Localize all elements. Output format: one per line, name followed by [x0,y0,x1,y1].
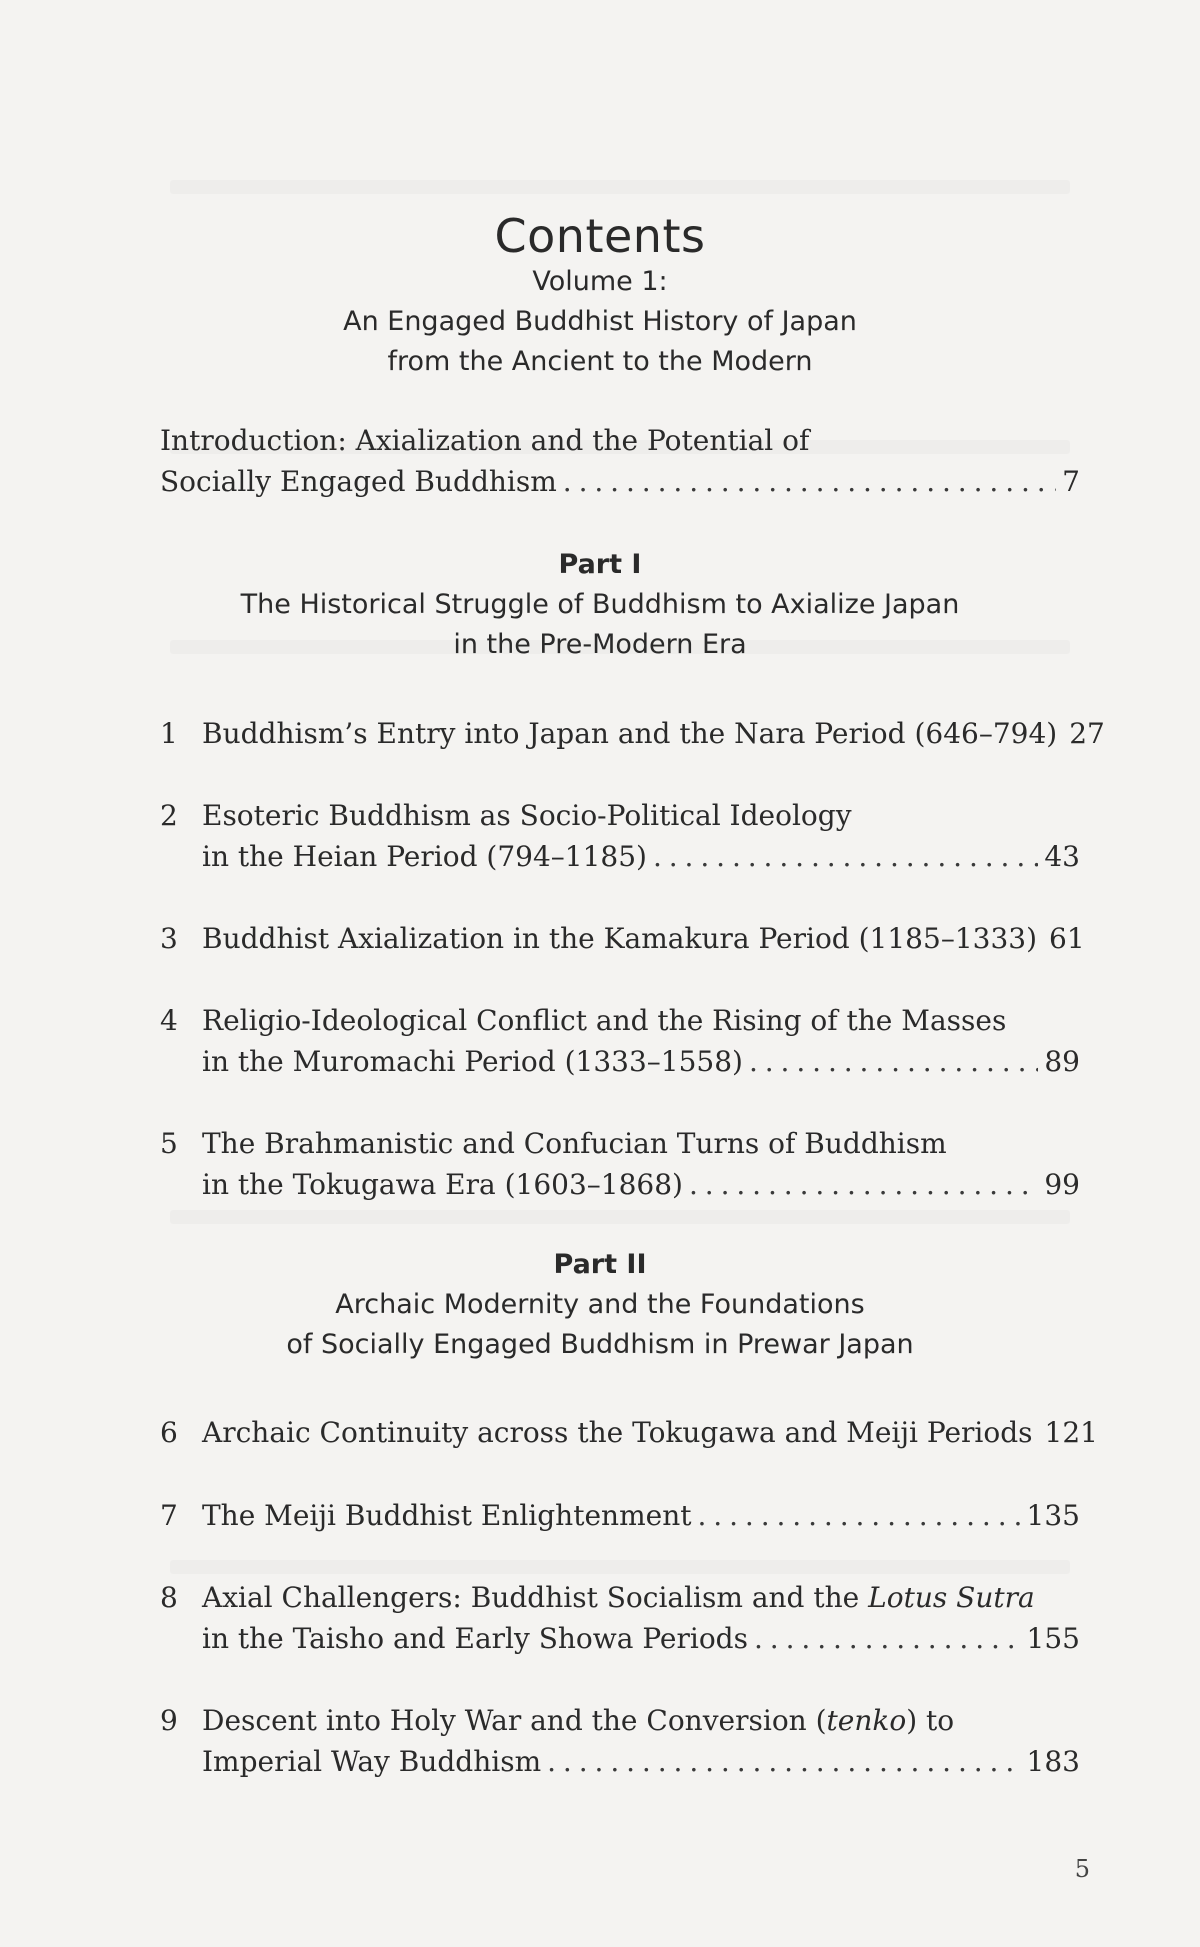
part-label: Part I [558,549,642,580]
folio-page-number: 5 [1074,1855,1090,1883]
chapter-title: Buddhist Axialization in the Kamakura Period (1185–1333) [202,922,1037,955]
chapter-number: 8 [160,1581,178,1614]
entry-title-line-2: Socially Engaged Buddhism [160,465,557,498]
dot-leader [653,836,1038,877]
chapter-number: 2 [160,799,178,832]
volume-heading [0,262,1200,382]
chapter-title: The Meiji Buddhist Enlightenment [202,1499,692,1532]
entry-title-line-1: Introduction: Axialization and the Potential of [160,424,810,457]
entry-leader-line [202,1495,1080,1536]
chapter-title-line-2: in the Taisho and Early Showa Periods [202,1622,748,1655]
entry-leader-line [202,918,1085,959]
chapter-title-italic: Lotus Sutra [868,1581,1035,1614]
page-number: 61 [1049,922,1085,955]
chapter-title-line-2: in the Tokugawa Era (1603–1868) [202,1168,683,1201]
entry-leader-line [202,1741,1080,1782]
toc-entry-chapter-2[interactable] [160,795,1080,877]
dot-leader [749,1041,1038,1082]
show-through-texture [170,1210,1070,1224]
page-number: 155 [1026,1622,1080,1655]
part-label: Part II [553,1249,647,1280]
chapter-title-italic: tenko [826,1704,907,1737]
entry-leader-line [202,1164,1080,1205]
dot-leader [689,1164,1038,1205]
toc-entry-chapter-1[interactable] [160,713,1105,754]
show-through-texture [170,1560,1070,1574]
chapter-number: 3 [160,922,178,955]
chapter-number: 9 [160,1704,178,1737]
entry-leader-line [202,836,1080,877]
chapter-title-line-2: in the Heian Period (794–1185) [202,840,647,873]
page-number: 43 [1044,840,1080,873]
part-title-line-2: of Socially Engaged Buddhism in Prewar Japan [286,1329,914,1360]
part-heading-1 [0,545,1200,665]
toc-entry-chapter-3[interactable] [160,918,1085,959]
toc-entry-introduction[interactable] [160,420,1080,502]
dot-leader [754,1618,1021,1659]
page-number: 99 [1044,1168,1080,1201]
page-number: 183 [1026,1745,1080,1778]
chapter-title-text: Descent into Holy War and the Conversion ( [202,1704,827,1737]
chapter-title-line-1 [202,1700,1080,1741]
toc-entry-chapter-7[interactable] [160,1495,1080,1536]
chapter-title-line-1: Religio-Ideological Conflict and the Rising of the Masses [202,1004,1007,1037]
page-number: 121 [1044,1416,1098,1449]
chapter-title-line-1: Esoteric Buddhism as Socio-Political Ideology [202,799,852,832]
page-number: 89 [1044,1045,1080,1078]
dot-leader [563,461,1056,502]
entry-leader-line [160,461,1080,502]
volume-title-line-2: from the Ancient to the Modern [387,346,813,377]
part-title-line-1: Archaic Modernity and the Foundations [335,1289,865,1320]
toc-entry-chapter-8[interactable] [160,1577,1080,1659]
chapter-title-line-1: The Brahmanistic and Confucian Turns of Buddhism [202,1127,947,1160]
chapter-title-text: Axial Challengers: Buddhist Socialism and the [202,1581,869,1614]
entry-leader-line [202,713,1105,754]
dot-leader [547,1741,1020,1782]
chapter-title-line-2: in the Muromachi Period (1333–1558) [202,1045,743,1078]
page-number: 27 [1069,717,1105,750]
toc-entry-chapter-4[interactable] [160,1000,1080,1082]
volume-number: Volume 1: [532,266,668,297]
entry-leader-line [202,1412,1098,1453]
volume-title-line-1: An Engaged Buddhist History of Japan [343,306,857,337]
part-heading-2 [0,1245,1200,1365]
chapter-number: 1 [160,717,178,750]
page-number: 135 [1026,1499,1080,1532]
contents-title: Contents [494,209,706,263]
toc-entry-chapter-6[interactable] [160,1412,1098,1453]
dot-leader [697,1495,1020,1536]
entry-leader-line [202,1618,1080,1659]
chapter-number: 5 [160,1127,178,1160]
part-title-line-1: The Historical Struggle of Buddhism to Axialize Japan [240,589,960,620]
chapter-number: 7 [160,1499,178,1532]
chapter-title-line-1 [202,1577,1080,1618]
entry-leader-line [202,1041,1080,1082]
toc-entry-chapter-9[interactable] [160,1700,1080,1782]
toc-entry-chapter-5[interactable] [160,1123,1080,1205]
part-title-line-2: in the Pre-Modern Era [453,629,747,660]
chapter-title: Archaic Continuity across the Tokugawa and Meiji Periods [202,1416,1033,1449]
page-number: 7 [1062,465,1080,498]
chapter-number: 6 [160,1416,178,1449]
chapter-number: 4 [160,1004,178,1037]
chapter-title: Buddhism’s Entry into Japan and the Nara Period (646–794) [202,717,1058,750]
show-through-texture [170,180,1070,194]
chapter-title-line-2: Imperial Way Buddhism [202,1745,542,1778]
chapter-title-text: ) to [906,1704,955,1737]
